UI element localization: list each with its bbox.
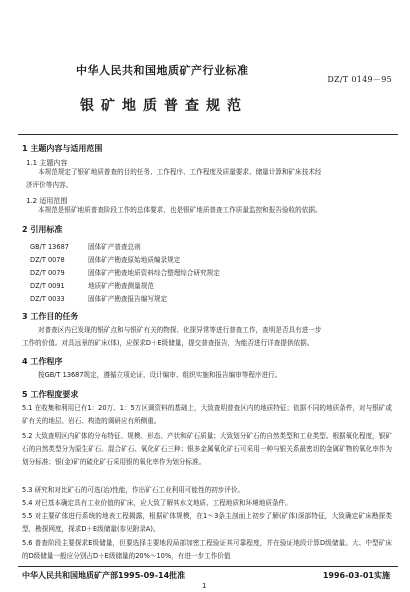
- reference-code: DZ/T 0079: [30, 269, 65, 277]
- document-title: 银矿地质普查规范: [80, 98, 248, 114]
- reference-2: [30, 254, 180, 264]
- reference-name: 固体矿产勘查报告编写规定: [88, 295, 168, 303]
- clause-5-1: 5.1 在收集和利用已有1：20万、1：5万区调资料的基础上，大致查明普查区内的地质特征；依据不同的地质条件，对与银矿或矿有关的地层、岩石、构造的调研应有所侧重。: [22, 404, 392, 425]
- header-rule: [18, 134, 398, 135]
- clause-1-2-heading: 1.2 适用范围: [26, 197, 68, 205]
- section-1-heading: 1 主题内容与适用范围: [22, 144, 103, 153]
- reference-name: 固体矿产勘查地质资料综合整理综合研究规定: [88, 269, 220, 277]
- clause-1-1-text: 本规范规定了银矿地质普查的目的任务、工作程序、工作程度及质量要求、储量计算和矿床技术经: [38, 168, 322, 176]
- clause-5-4: 5.4 对已基本确定具有工业价值的矿床，应大致了解其水文地质、工程地质和环境地质条件。: [22, 499, 292, 507]
- section-4-heading: 4 工作程序: [22, 357, 63, 366]
- reference-4: [30, 280, 154, 290]
- approval-line: 中华人民共和国地质矿产部1995-09-14批准: [22, 571, 186, 580]
- page-number: 1: [202, 582, 207, 590]
- reference-5: [30, 293, 167, 303]
- reference-name: 固体矿产勘查原始地质编录规定: [88, 256, 181, 264]
- clause-1-1-heading: 1.1 主题内容: [26, 159, 68, 167]
- reference-code: DZ/T 0091: [30, 282, 65, 290]
- clause-5-5: 5.5 对主要矿体进行系统的地表工程揭露，根据矿体规模，在1～3条主剖面上初步了解(矿体)深部特征，大致确定矿床勘探类型，勘探网度，探求D＋E级储量(参见附录A)。: [22, 512, 392, 533]
- footer-rule: [18, 566, 398, 567]
- clause-5-6: 5.6 普查阶段主要探求E级储量，但要选择主要地段局部加密工程验证其可靠程度，并在验证地段计算D级储量。大、中型矿床的D级储量一般应分别占D＋E级储量的20%～10%，有进一步工作价值: [22, 539, 392, 560]
- section-3-text-cont: 工作的价值。对具远景的矿床(体)，应探求D＋E级储量，提交普查报告，为能否进行详查提供依据。: [22, 339, 314, 347]
- reference-name: 固体矿产普查总则: [88, 243, 141, 251]
- clause-1-1-text-cont: 济评价等内容。: [26, 181, 73, 189]
- clause-5-3: 5.3 研究和对比矿石的可选(冶)性能，作出矿石工业利用可能性的初步评价。: [22, 486, 245, 494]
- reference-code: DZ/T 0078: [30, 256, 65, 264]
- reference-1: [30, 241, 141, 251]
- clause-5-2: 5.2 大致查明区内矿体的分布特征、规模、形态、产状和矿石质量；大致划分矿石的自然类型和工业类型。根据氧化程度，银矿石的自然类型分为原生矿石、混合矿石、氧化矿石三种；银多金属氧化矿石可采用一种与银关系最密切的金属矿物的氧化率作为划分标准；银(金)矿的硫化矿石采用银的氧化率作为划分标准。: [22, 432, 392, 466]
- reference-name: 地质矿产勘查测量规范: [88, 282, 154, 290]
- section-5-heading: 5 工作程度要求: [22, 390, 79, 399]
- reference-code: GB/T 13687: [30, 243, 69, 251]
- section-3-text: 对普查区内已发现的银矿点和与银矿有关的物探、化探异常等进行普查工作，查明是否具有进一步: [38, 326, 322, 334]
- section-3-heading: 3 工作目的任务: [22, 312, 79, 321]
- standard-code: DZ/T 0149－95: [327, 75, 392, 84]
- standard-category-title: 中华人民共和国地质矿产行业标准: [76, 64, 249, 77]
- section-4-text: 按GB/T 13687规定，遵循立项论证、设计编审、组织实施和报告编审等程序进行。: [38, 371, 282, 379]
- clause-1-2-text: 本规范是银矿地质普查阶段工作的总体要求，也是银矿地质普查工作质量监控和报告验收的依据。: [38, 206, 322, 214]
- reference-3: [30, 267, 220, 277]
- section-2-heading: 2 引用标准: [22, 225, 63, 234]
- effective-date: 1996-03-01实施: [322, 571, 390, 580]
- reference-code: DZ/T 0033: [30, 295, 65, 303]
